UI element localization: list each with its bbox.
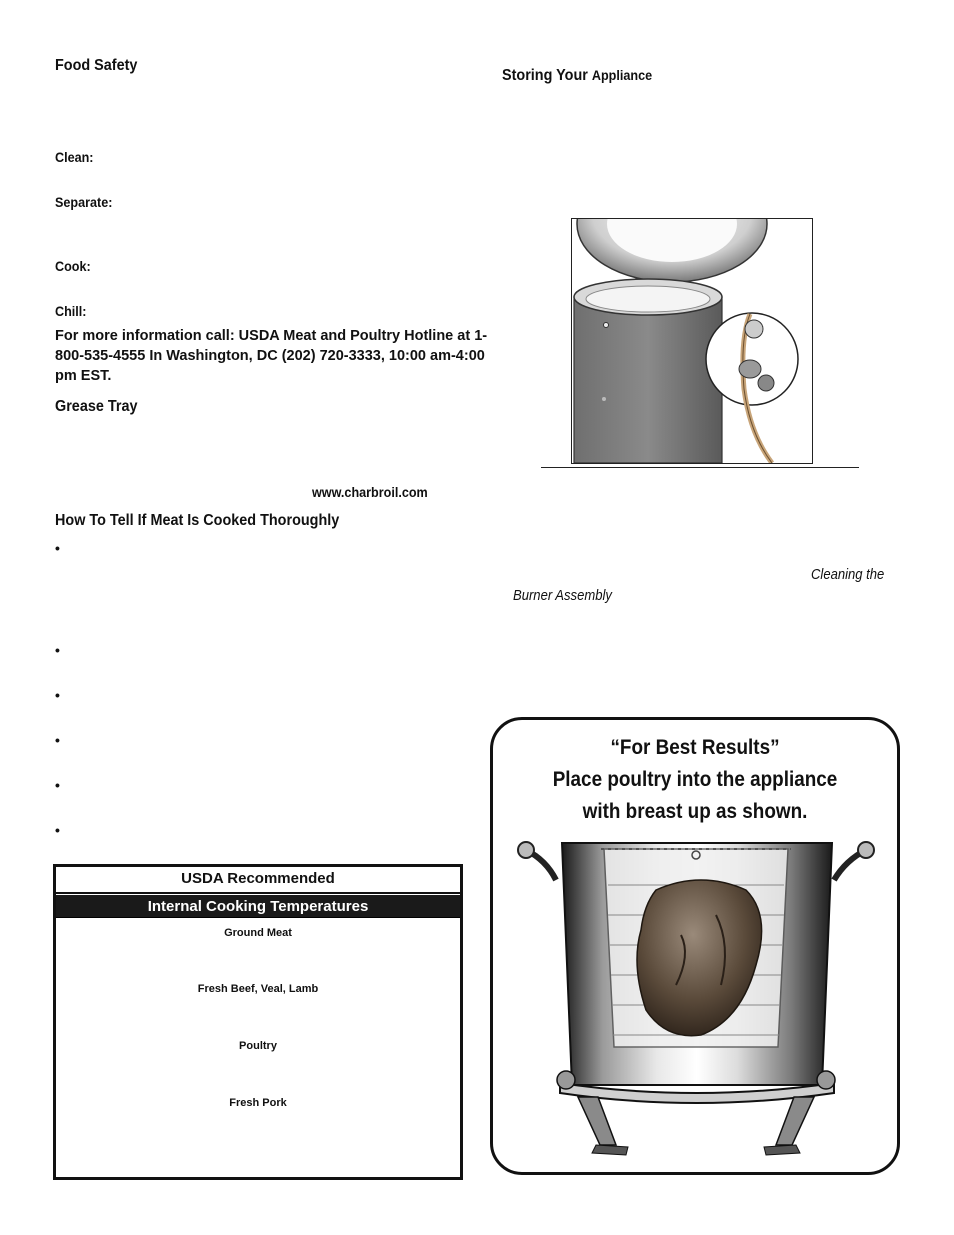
- best-results-title: “For Best Results”: [610, 736, 780, 759]
- cleaning-reference-2: Burner Assembly: [513, 588, 612, 604]
- category-fresh-pork: Fresh Pork: [229, 1097, 287, 1109]
- usda-table-subtitle-bar: [56, 895, 460, 918]
- table-divider: [56, 892, 460, 894]
- clean-label: Clean:: [55, 149, 94, 165]
- bullet-2: •: [55, 642, 60, 658]
- cook-label: Cook:: [55, 258, 91, 274]
- grill-storage-illustration: [571, 218, 813, 464]
- bullet-1: •: [55, 540, 60, 556]
- hotline-text: For more information call: USDA Meat and Poultry Hotline at 1-800-535-4555 In Washington, DC (202) 720-3333, 10:00 am-4:00 pm EST.: [55, 328, 488, 384]
- poultry-in-fryer-icon: [516, 835, 876, 1165]
- usda-table-title: USDA Recommended: [181, 870, 335, 887]
- best-results-line-2: Place poultry into the appliance: [552, 768, 838, 791]
- category-poultry: Poultry: [239, 1040, 277, 1052]
- bullet-5: •: [55, 777, 60, 793]
- bullet-6: •: [55, 822, 60, 838]
- usda-table-subtitle: Internal Cooking Temperatures: [147, 898, 369, 915]
- best-results-panel: [490, 717, 900, 1175]
- figure-divider: [541, 467, 859, 468]
- storing-heading-b: Appliance: [591, 67, 653, 83]
- website-link[interactable]: www.charbroil.com: [312, 484, 428, 500]
- category-ground-meat: Ground Meat: [224, 927, 292, 939]
- bullet-4: •: [55, 732, 60, 748]
- usda-temperature-table: [53, 864, 463, 1180]
- cleaning-reference-1: Cleaning the: [811, 567, 885, 583]
- chill-label: Chill:: [55, 303, 87, 319]
- grill-with-lid-icon: [572, 219, 812, 463]
- best-results-line-3: with breast up as shown.: [582, 800, 808, 823]
- storing-heading-a: Storing Your: [502, 67, 592, 84]
- food-safety-heading: Food Safety: [55, 57, 138, 74]
- storing-heading: [502, 67, 652, 85]
- category-beef-veal-lamb: Fresh Beef, Veal, Lamb: [197, 983, 319, 995]
- grease-tray-heading: Grease Tray: [55, 398, 138, 415]
- bullet-3: •: [55, 687, 60, 703]
- meat-cooked-heading: How To Tell If Meat Is Cooked Thoroughly: [55, 512, 340, 529]
- separate-label: Separate:: [55, 194, 113, 210]
